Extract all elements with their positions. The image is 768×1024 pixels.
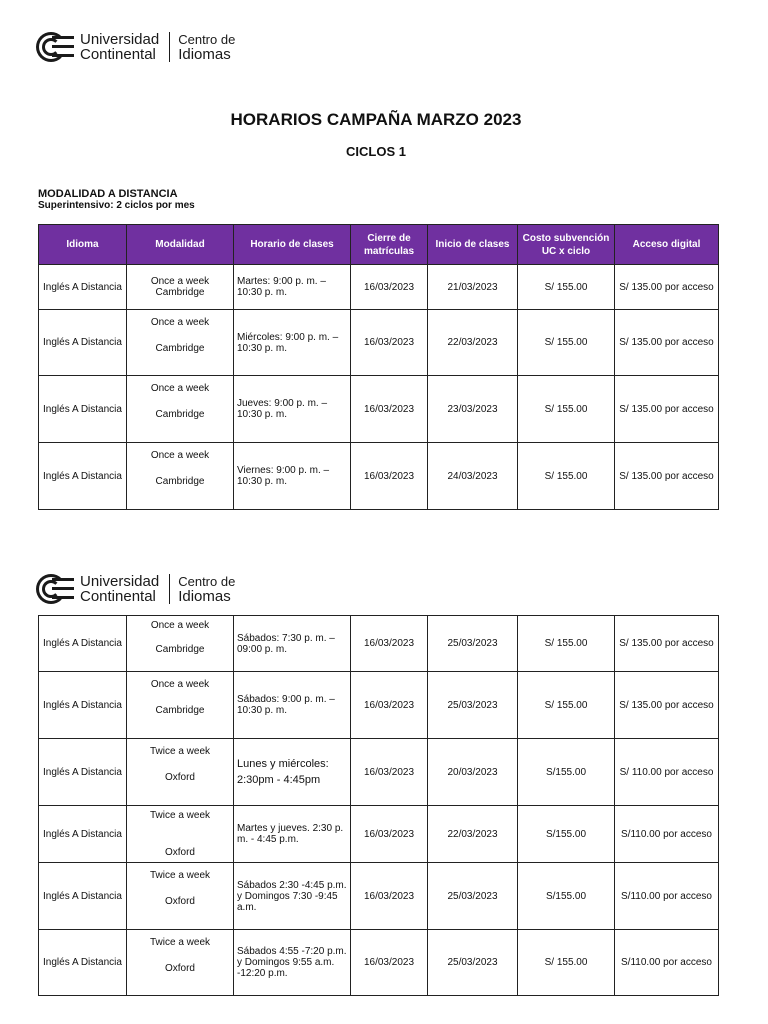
cell-idioma: Inglés A Distancia bbox=[39, 863, 127, 930]
cell-costo: S/ 155.00 bbox=[518, 376, 615, 443]
cell-costo: S/ 155.00 bbox=[518, 310, 615, 376]
cell-program: Cambridge bbox=[155, 476, 205, 487]
cell-cierre: 16/03/2023 bbox=[351, 672, 428, 739]
cell-inicio: 20/03/2023 bbox=[428, 739, 518, 806]
cell-modalidad bbox=[127, 930, 234, 996]
cell-acceso: S/110.00 por acceso bbox=[615, 806, 719, 863]
cell-modalidad bbox=[127, 616, 234, 672]
cell-modalidad bbox=[127, 806, 234, 863]
cell-idioma: Inglés A Distancia bbox=[39, 443, 127, 510]
cell-costo: S/ 155.00 bbox=[518, 930, 615, 996]
cell-inicio: 21/03/2023 bbox=[428, 265, 518, 310]
university-logo bbox=[36, 32, 235, 62]
cell-idioma: Inglés A Distancia bbox=[39, 806, 127, 863]
cell-program: Oxford bbox=[164, 847, 195, 858]
table-header-row bbox=[39, 225, 719, 265]
cell-idioma: Inglés A Distancia bbox=[39, 376, 127, 443]
modality-title: MODALIDAD A DISTANCIA bbox=[38, 188, 178, 200]
cell-horario: Sábados 4:55 -7:20 p.m. y Domingos 9:55 a.m. -12:20 p.m. bbox=[234, 930, 351, 996]
cell-horario: Viernes: 9:00 p. m. – 10:30 p. m. bbox=[234, 443, 351, 510]
cell-acceso: S/ 135.00 por acceso bbox=[615, 672, 719, 739]
cell-frequency: Once a week bbox=[150, 679, 210, 690]
cell-inicio: 22/03/2023 bbox=[428, 310, 518, 376]
table-row bbox=[39, 616, 719, 672]
schedule-table-2 bbox=[38, 615, 719, 996]
table-row bbox=[39, 930, 719, 996]
logo-sub2: Idiomas bbox=[178, 46, 231, 63]
cell-frequency: Once a week bbox=[150, 450, 210, 461]
cell-program: Oxford bbox=[164, 896, 195, 907]
cell-cierre: 16/03/2023 bbox=[351, 863, 428, 930]
cell-modalidad bbox=[127, 863, 234, 930]
cell-costo: S/ 155.00 bbox=[518, 443, 615, 510]
cell-idioma: Inglés A Distancia bbox=[39, 616, 127, 672]
cell-acceso: S/ 135.00 por acceso bbox=[615, 376, 719, 443]
cell-frequency: Twice a week bbox=[149, 746, 211, 757]
cell-horario: Miércoles: 9:00 p. m. – 10:30 p. m. bbox=[234, 310, 351, 376]
table-row bbox=[39, 672, 719, 739]
cell-inicio: 25/03/2023 bbox=[428, 616, 518, 672]
cell-modalidad bbox=[127, 310, 234, 376]
cell-inicio: 25/03/2023 bbox=[428, 863, 518, 930]
cell-acceso: S/ 110.00 por acceso bbox=[615, 739, 719, 806]
cell-cierre: 16/03/2023 bbox=[351, 806, 428, 863]
cell-idioma: Inglés A Distancia bbox=[39, 310, 127, 376]
cell-horario: Jueves: 9:00 p. m. – 10:30 p. m. bbox=[234, 376, 351, 443]
logo-mark-icon bbox=[36, 32, 74, 62]
cell-cierre: 16/03/2023 bbox=[351, 265, 428, 310]
cell-horario: Sábados: 7:30 p. m. – 09:00 p. m. bbox=[234, 616, 351, 672]
cell-modalidad bbox=[127, 265, 234, 310]
cell-modalidad bbox=[127, 376, 234, 443]
cell-acceso: S/ 135.00 por acceso bbox=[615, 310, 719, 376]
header-cierre: Cierre de matrículas bbox=[351, 225, 428, 265]
modality-subtitle: Superintensivo: 2 ciclos por mes bbox=[38, 200, 195, 211]
schedule-table-1 bbox=[38, 224, 719, 510]
cell-program: Cambridge bbox=[155, 342, 205, 354]
logo-mark-icon bbox=[36, 574, 74, 604]
table-row bbox=[39, 443, 719, 510]
page-title: HORARIOS CAMPAÑA MARZO 2023 bbox=[230, 110, 522, 129]
cell-program: Oxford bbox=[164, 962, 195, 974]
cell-program: Oxford bbox=[164, 772, 195, 783]
logo-line2: Continental bbox=[80, 588, 156, 605]
logo-line2: Continental bbox=[80, 46, 156, 63]
header-inicio: Inicio de clases bbox=[428, 225, 518, 265]
table-row bbox=[39, 265, 719, 310]
cell-costo: S/155.00 bbox=[518, 806, 615, 863]
university-logo-page2 bbox=[36, 574, 235, 604]
page-subtitle: CICLOS 1 bbox=[346, 144, 406, 159]
cell-acceso: S/ 135.00 por acceso bbox=[615, 443, 719, 510]
cell-inicio: 25/03/2023 bbox=[428, 930, 518, 996]
cell-program: Cambridge bbox=[155, 643, 205, 655]
cell-cierre: 16/03/2023 bbox=[351, 443, 428, 510]
cell-frequency: Once a week bbox=[150, 619, 210, 631]
cell-inicio: 24/03/2023 bbox=[428, 443, 518, 510]
cell-costo: S/ 155.00 bbox=[518, 672, 615, 739]
cell-frequency: Twice a week bbox=[149, 810, 211, 821]
cell-acceso: S/ 135.00 por acceso bbox=[615, 616, 719, 672]
cell-frequency: Once a week bbox=[150, 276, 210, 287]
cell-frequency: Once a week bbox=[150, 383, 210, 394]
cell-costo: S/ 155.00 bbox=[518, 616, 615, 672]
cell-cierre: 16/03/2023 bbox=[351, 616, 428, 672]
logo-separator bbox=[169, 574, 170, 604]
table-row bbox=[39, 739, 719, 806]
cell-cierre: 16/03/2023 bbox=[351, 310, 428, 376]
cell-acceso: S/110.00 por acceso bbox=[615, 863, 719, 930]
cell-horario: Sábados: 9:00 p. m. – 10:30 p. m. bbox=[234, 672, 351, 739]
cell-horario: Martes: 9:00 p. m. – 10:30 p. m. bbox=[234, 265, 351, 310]
cell-frequency: Twice a week bbox=[149, 870, 211, 881]
logo-line1: Universidad bbox=[80, 31, 160, 48]
cell-frequency: Twice a week bbox=[149, 936, 211, 948]
cell-cierre: 16/03/2023 bbox=[351, 376, 428, 443]
logo-sub1: Centro de bbox=[178, 32, 236, 47]
header-idioma: Idioma bbox=[39, 225, 127, 265]
cell-inicio: 23/03/2023 bbox=[428, 376, 518, 443]
cell-idioma: Inglés A Distancia bbox=[39, 265, 127, 310]
cell-costo: S/155.00 bbox=[518, 739, 615, 806]
cell-inicio: 25/03/2023 bbox=[428, 672, 518, 739]
cell-horario: Sábados 2:30 -4:45 p.m. y Domingos 7:30 -9:45 a.m. bbox=[234, 863, 351, 930]
header-modalidad: Modalidad bbox=[127, 225, 234, 265]
cell-costo: S/155.00 bbox=[518, 863, 615, 930]
table-row bbox=[39, 806, 719, 863]
cell-idioma: Inglés A Distancia bbox=[39, 930, 127, 996]
table-row bbox=[39, 376, 719, 443]
header-horario: Horario de clases bbox=[234, 225, 351, 265]
cell-program: Cambridge bbox=[155, 705, 205, 716]
cell-modalidad bbox=[127, 672, 234, 739]
cell-modalidad bbox=[127, 443, 234, 510]
cell-program: Cambridge bbox=[155, 409, 205, 420]
logo-separator bbox=[169, 32, 170, 62]
cell-inicio: 22/03/2023 bbox=[428, 806, 518, 863]
cell-idioma: Inglés A Distancia bbox=[39, 739, 127, 806]
header-acceso: Acceso digital bbox=[615, 225, 719, 265]
cell-cierre: 16/03/2023 bbox=[351, 739, 428, 806]
cell-frequency: Once a week bbox=[150, 316, 210, 328]
logo-sub2: Idiomas bbox=[178, 588, 231, 605]
logo-sub1: Centro de bbox=[178, 574, 236, 589]
cell-acceso: S/ 135.00 por acceso bbox=[615, 265, 719, 310]
cell-costo: S/ 155.00 bbox=[518, 265, 615, 310]
cell-idioma: Inglés A Distancia bbox=[39, 672, 127, 739]
header-costo: Costo subvención UC x ciclo bbox=[518, 225, 615, 265]
logo-line1: Universidad bbox=[80, 573, 160, 590]
table-row bbox=[39, 310, 719, 376]
cell-horario: Martes y jueves. 2:30 p. m. - 4:45 p.m. bbox=[234, 806, 351, 863]
table-row bbox=[39, 863, 719, 930]
cell-acceso: S/110.00 por acceso bbox=[615, 930, 719, 996]
cell-program: Cambridge bbox=[155, 287, 205, 298]
cell-cierre: 16/03/2023 bbox=[351, 930, 428, 996]
cell-modalidad bbox=[127, 739, 234, 806]
cell-horario: Lunes y miércoles: 2:30pm - 4:45pm bbox=[234, 739, 351, 806]
